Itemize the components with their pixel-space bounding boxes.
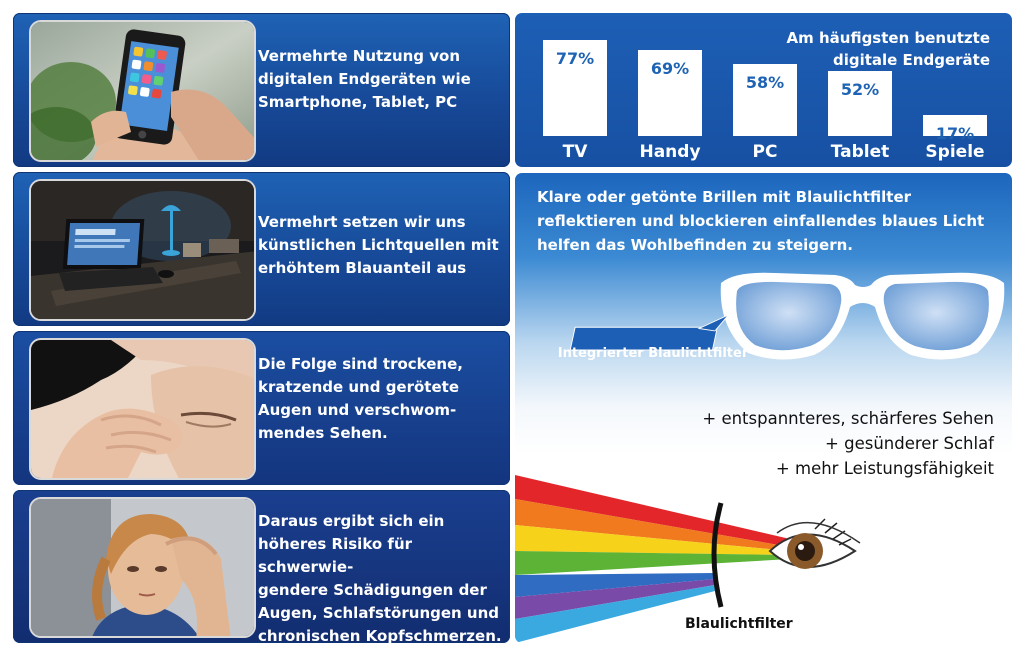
bar-category-label: Spiele <box>925 142 985 162</box>
filter-caption: Blaulichtfilter <box>685 616 793 632</box>
bar-category-label: PC <box>752 142 778 162</box>
benefit-item: + gesünderer Schlaf <box>825 434 994 453</box>
bar-value-label: 69% <box>650 58 690 78</box>
filter-callout-label: Integrierter Blaulichtfilter <box>557 346 749 361</box>
bar-category-label: Tablet <box>830 142 890 162</box>
benefits-list <box>702 406 994 481</box>
bar-category-label: TV <box>562 142 588 162</box>
info-card-3 <box>13 331 510 485</box>
benefit-item: + entspannteres, schärferes Sehen <box>702 409 994 428</box>
filter-description: Klare oder getönte Brillen mit Blaulichtfilter reflektieren und blockieren einfallendes blaues Licht helfen das Wohlbefinden zu steigern. <box>537 188 985 254</box>
chart-bars <box>515 13 1012 167</box>
bar-value-label: 58% <box>745 72 785 92</box>
info-card-1 <box>13 13 510 167</box>
bar-category-label: Handy <box>639 142 701 162</box>
chart-title: Am häufigsten benutzte digitale Endgeräte <box>786 29 990 69</box>
card-4-text: Daraus ergibt sich ein höheres Risiko für schwerwie- gendere Schädigungen der Augen, Schlafstörungen und chronischen Kopfschmerzen. <box>258 512 502 645</box>
laptop-on-desk-at-night-photo <box>29 179 256 321</box>
info-card-4 <box>13 490 510 643</box>
benefit-item: + mehr Leistungsfähigkeit <box>775 459 994 478</box>
card-2-text: Vermehrt setzen wir uns künstlichen Lichtquellen mit erhöhtem Blauanteil aus <box>258 213 499 277</box>
card-1-text: Vermehrte Nutzung von digitalen Endgeräten wie Smartphone, Tablet, PC <box>258 47 471 111</box>
bar-value-label: 77% <box>555 49 595 68</box>
woman-with-headache-photo <box>29 497 256 638</box>
bar-value-label: 52% <box>840 80 880 100</box>
card-3-text: Die Folge sind trockene, kratzende und gerötete Augen und verschwom- mendes Sehen. <box>258 355 463 442</box>
smartphone-in-hand-photo <box>29 20 256 162</box>
info-card-2 <box>13 172 510 326</box>
device-usage-chart <box>515 13 1012 167</box>
blue-light-filter-panel <box>515 173 1012 643</box>
woman-rubbing-eye-photo <box>29 338 256 480</box>
bar-value-label: 17% <box>935 123 975 143</box>
